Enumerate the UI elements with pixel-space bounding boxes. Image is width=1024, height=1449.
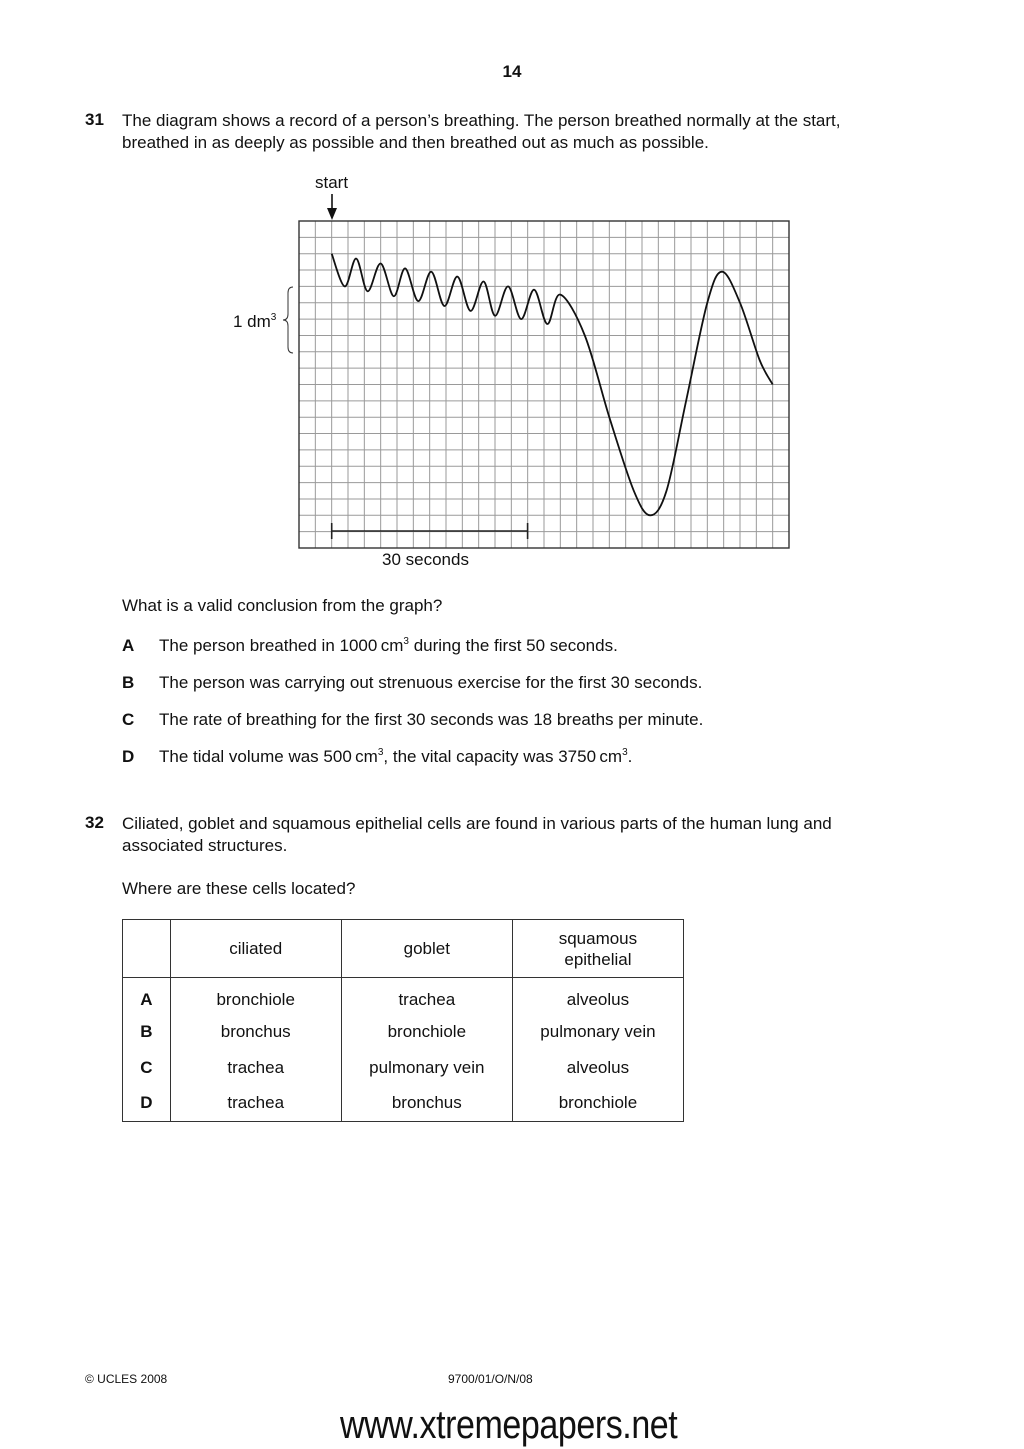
- cell-squamous: alveolus: [512, 1050, 683, 1086]
- option-d-text: The tidal volume was 500 $cm^3$, the vital capacity was 3750 $cm^3$.: [159, 747, 633, 766]
- footer-copyright: © UCLES 2008: [85, 1372, 168, 1386]
- table-row: [123, 1086, 684, 1122]
- option-a-text: The person breathed in 1000 $cm^3$ during the first 50 seconds.: [159, 636, 618, 655]
- option-d-letter: D: [122, 747, 135, 766]
- cell-ciliated: bronchus: [170, 1014, 341, 1050]
- cell-ciliated: bronchiole: [170, 978, 341, 1014]
- volume-scale-sup: 3: [270, 312, 277, 323]
- cell-goblet: bronchiole: [341, 1014, 512, 1050]
- footer-paper-code: 9700/01/O/N/08: [448, 1372, 533, 1386]
- time-scale-label: 30 seconds: [382, 550, 469, 569]
- table-header-ciliated: ciliated: [170, 920, 341, 978]
- option-c-letter: C: [122, 710, 135, 729]
- volume-scale-unit: 1 dm: [233, 312, 271, 331]
- start-arrow-icon: [327, 194, 337, 220]
- question-31-text-line2: breathed in as deeply as possible and then breathed out as much as possible.: [122, 133, 709, 152]
- breathing-graph: [0, 0, 1024, 600]
- question-31-number: 31: [85, 110, 104, 129]
- volume-brace-icon: [283, 287, 293, 353]
- page-number: 14: [502, 62, 522, 81]
- table-header-goblet: goblet: [341, 920, 512, 978]
- cell-squamous: pulmonary vein: [512, 1014, 683, 1050]
- start-label: start: [315, 173, 349, 192]
- table-header-row: [123, 920, 684, 978]
- option-a-letter: A: [122, 636, 135, 655]
- option-b-text: The person was carrying out strenuous exercise for the first 30 seconds.: [159, 673, 703, 692]
- row-letter: C: [123, 1050, 171, 1086]
- question-32-text-line2: associated structures.: [122, 836, 288, 855]
- row-letter: D: [123, 1086, 171, 1122]
- question-32-number: 32: [85, 813, 104, 832]
- option-c-text: The rate of breathing for the first 30 seconds was 18 breaths per minute.: [159, 710, 704, 729]
- cell-ciliated: trachea: [170, 1086, 341, 1122]
- cell-goblet: pulmonary vein: [341, 1050, 512, 1086]
- table-row: [123, 1050, 684, 1086]
- table-row: [123, 1014, 684, 1050]
- question-32-text-line1: Ciliated, goblet and squamous epithelial cells are found in various parts of the human lung and: [122, 814, 832, 833]
- row-letter: B: [123, 1014, 171, 1050]
- footer-watermark-link[interactable]: www.xtremepapers.net: [340, 1403, 678, 1447]
- graph-grid: [299, 221, 789, 548]
- cell-goblet: bronchus: [341, 1086, 512, 1122]
- cell-location-table: [122, 919, 684, 1122]
- row-letter: A: [123, 978, 171, 1014]
- table-header-squamous-epithelial: squamous epithelial: [512, 920, 683, 978]
- option-b-letter: B: [122, 673, 135, 692]
- question-31-text-line1: The diagram shows a record of a person’s breathing. The person breathed normally at the start,: [122, 111, 841, 130]
- cell-squamous: alveolus: [512, 978, 683, 1014]
- table-row: [123, 978, 684, 1014]
- question-31-prompt: What is a valid conclusion from the graph?: [122, 596, 443, 615]
- cell-goblet: trachea: [341, 978, 512, 1014]
- table-header-blank: [123, 920, 171, 978]
- cell-ciliated: trachea: [170, 1050, 341, 1086]
- question-32-prompt: Where are these cells located?: [122, 879, 356, 898]
- cell-squamous: bronchiole: [512, 1086, 683, 1122]
